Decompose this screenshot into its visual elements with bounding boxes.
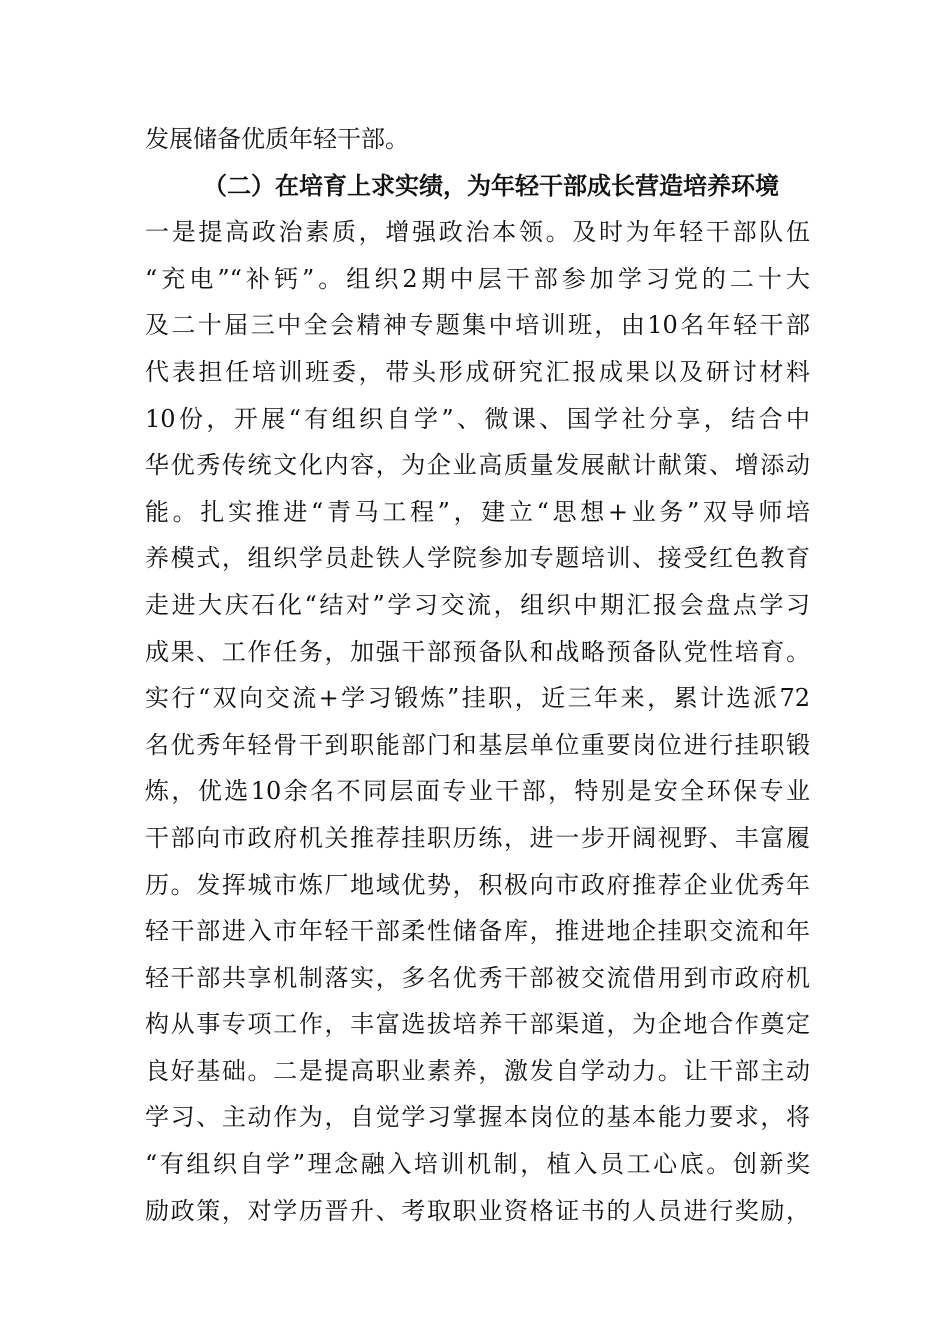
text-line: 历。发挥城市炼厂地域优势，积极向市政府推荐企业优秀年 xyxy=(145,870,810,899)
text-line: 成果、工作任务，加强干部预备队和战略预备队党性培育。 xyxy=(145,637,810,666)
text-line: 轻干部进入市年轻干部柔性储备库，推进地企挂职交流和年 xyxy=(145,917,810,946)
text-line: 养模式，组织学员赴铁人学院参加专题培训、接受红色教育 xyxy=(145,544,810,573)
section-heading: （二）在培育上求实绩，为年轻干部成长营造培养环境 xyxy=(203,170,779,200)
text-line: 华优秀传统文化内容，为企业高质量发展献计献策、增添动 xyxy=(145,451,810,480)
text-line: 及二十届三中全会精神专题集中培训班，由10名年轻干部 xyxy=(145,311,810,340)
text-line: 代表担任培训班委，带头形成研究汇报成果以及研讨材料 xyxy=(145,357,810,386)
text-line: 名优秀年轻骨干到职能部门和基层单位重要岗位进行挂职锻 xyxy=(145,730,810,759)
text-line: 轻干部共享机制落实，多名优秀干部被交流借用到市政府机 xyxy=(145,963,810,992)
text-line: 发展储备优质年轻干部。 xyxy=(145,125,409,153)
text-line: 一是提高政治素质，增强政治本领。及时为年轻干部队伍 xyxy=(145,218,810,247)
text-line: 10份，开展“有组织自学”、微课、国学社分享，结合中 xyxy=(145,404,810,433)
text-line: 干部向市政府机关推荐挂职历练，进一步开阔视野、丰富履 xyxy=(145,823,810,852)
text-line: 构从事专项工作，丰富选拔培养干部渠道，为企地合作奠定 xyxy=(145,1010,810,1039)
text-line: “充电”“补钙”。组织2期中层干部参加学习党的二十大 xyxy=(145,264,810,293)
text-line: “有组织自学”理念融入培训机制，植入员工心底。创新奖 xyxy=(145,1150,810,1179)
text-line: 实行“双向交流+学习锻炼”挂职，近三年来，累计选派72 xyxy=(145,684,810,713)
text-line: 励政策，对学历晋升、考取职业资格证书的人员进行奖励， xyxy=(145,1196,810,1225)
document-body xyxy=(145,116,810,1234)
text-line: 走进大庆石化“结对”学习交流，组织中期汇报会盘点学习 xyxy=(145,590,810,619)
text-line: 良好基础。二是提高职业素养，激发自学动力。让干部主动 xyxy=(145,1056,810,1085)
text-line: 学习、主动作为，自觉学习掌握本岗位的基本能力要求，将 xyxy=(145,1103,810,1132)
text-line: 炼，优选10余名不同层面专业干部，特别是安全环保专业 xyxy=(145,777,810,806)
text-line: 能。扎实推进“青马工程”，建立“思想+业务”双导师培 xyxy=(145,497,810,526)
